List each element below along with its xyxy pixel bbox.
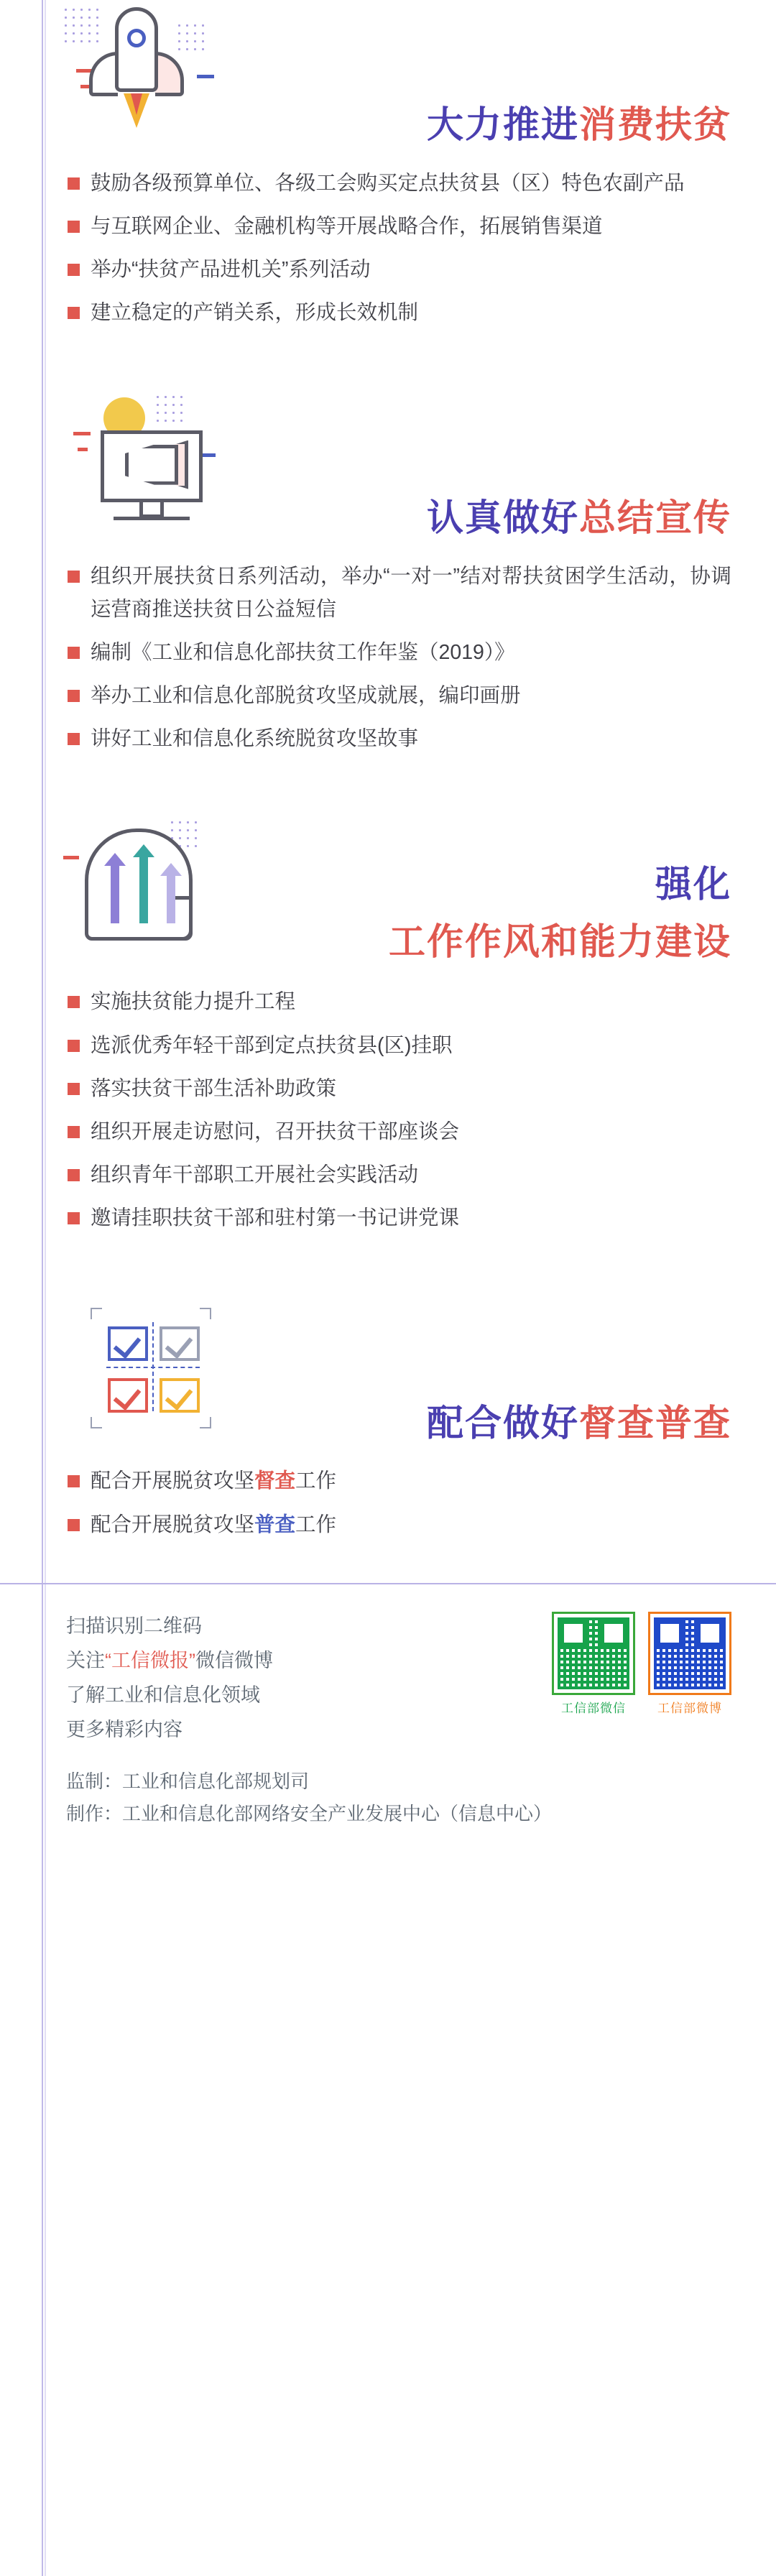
list-item: 组织开展走访慰问，召开扶贫干部座谈会 [66, 1115, 731, 1148]
list-item: 鼓励各级预算单位、各级工会购买定点扶贫县（区）特色农副产品 [66, 167, 731, 200]
dot-grid-decoration [175, 22, 204, 50]
tick-decoration [78, 448, 88, 451]
brand-highlight: “工信微报” [105, 1649, 195, 1671]
section-title [427, 104, 731, 147]
left-rail-line-secondary [45, 0, 46, 2576]
keyword-highlight: 普查 [254, 1513, 296, 1536]
bullet-list [66, 167, 731, 330]
qr-code-group [552, 1609, 731, 1716]
list-item [66, 1464, 731, 1497]
footer [0, 1583, 776, 1851]
arrow-head-purple [104, 853, 126, 866]
list-item-text: 配合开展脱贫攻坚督查工作 [91, 1469, 337, 1493]
section-spacer [0, 1245, 776, 1298]
rocket-fin-left [89, 52, 118, 96]
section-consumption-poverty-alleviation [0, 0, 776, 330]
check-icon [114, 1330, 142, 1359]
arrow-head-teal [133, 844, 154, 857]
credits-block [66, 1765, 731, 1831]
section-spacer [0, 340, 776, 393]
footer-line: 了解工业和信息化领域 [66, 1684, 260, 1706]
list-item: 组织青年干部职工开展社会实践活动 [66, 1158, 731, 1191]
qr-code-image-wechat[interactable] [552, 1612, 635, 1695]
keyword-highlight: 督查 [254, 1469, 296, 1493]
list-item: 落实扶贫干部生活补助政策 [66, 1072, 731, 1105]
section-title-part1: 认真做好 [426, 497, 579, 538]
footer-top-row [66, 1609, 731, 1747]
list-item: 组织开展扶贫日系列活动，举办“一对一”结对帮扶贫困学生活动，协调运营商推送扶贫日公益短信 [66, 560, 731, 626]
section-header [66, 818, 731, 969]
dot-grid-decoration [154, 393, 185, 425]
credit-line-producer: 监制：工业和信息化部规划司 [66, 1770, 310, 1792]
tick-decoration [73, 432, 91, 435]
list-item: 讲好工业和信息化系统脱贫攻坚故事 [66, 722, 731, 755]
list-item [66, 1508, 731, 1541]
section-title-part2: 总结宣传 [578, 497, 731, 538]
corner-decoration [200, 1417, 211, 1428]
rocket-window [127, 29, 146, 47]
checkbox-checked-gray [160, 1326, 200, 1361]
arrow-up-teal [139, 854, 148, 923]
list-item-text: 配合开展脱贫攻坚普查工作 [91, 1513, 337, 1536]
qr-caption-weibo: 工信部微博 [657, 1701, 722, 1715]
section-summary-publicity [0, 393, 776, 756]
qr-pattern [654, 1617, 726, 1689]
qr-code-image-weibo[interactable] [648, 1612, 731, 1695]
qr-card-weibo[interactable] [648, 1612, 731, 1716]
checkbox-grid-icon [59, 1298, 239, 1452]
footer-line: 关注“工信微报”微信微博 [66, 1649, 273, 1671]
section-title-part2: 消费扶贫 [578, 104, 731, 146]
footer-text-block [66, 1609, 273, 1747]
section-work-style-capacity [0, 818, 776, 1234]
corner-decoration [91, 1308, 102, 1319]
rocket-body [115, 7, 158, 92]
section-title-part2: 工作作风和能力建设 [388, 921, 731, 963]
list-item: 选派优秀年轻干部到定点扶贫县(区)挂职 [66, 1029, 731, 1062]
section-title [427, 1403, 731, 1445]
list-item: 与互联网企业、金融机构等开展战略合作，拓展销售渠道 [66, 210, 731, 243]
checkbox-checked-yellow [160, 1378, 200, 1413]
arrow-head-light [160, 863, 182, 876]
list-item: 建立稳定的产销关系，形成长效机制 [66, 296, 731, 329]
footer-line: 更多精彩内容 [66, 1718, 183, 1740]
tick-decoration [63, 856, 79, 859]
list-item: 邀请挂职扶贫干部和驻村第一书记讲党课 [66, 1201, 731, 1234]
checkbox-checked-blue [108, 1326, 148, 1361]
section-header [66, 0, 731, 151]
rocket-icon [59, 0, 239, 154]
arrow-up-light [167, 873, 175, 923]
qr-card-wechat[interactable] [552, 1612, 635, 1716]
credit-line-creator: 制作：工业和信息化部网络安全产业发展中心（信息中心） [66, 1803, 553, 1825]
check-icon [165, 1382, 193, 1411]
section-title [389, 854, 731, 965]
list-item: 编制《工业和信息化部扶贫工作年鉴（2019）》 [66, 636, 731, 669]
monitor-base [114, 517, 190, 520]
section-title-part1: 大力推进 [426, 104, 579, 146]
rocket-fin-right [155, 52, 184, 96]
list-item: 举办工业和信息化部脱贫攻坚成就展，编印画册 [66, 679, 731, 712]
left-rail-line [42, 0, 43, 2576]
head-arrows-icon [59, 818, 239, 973]
monitor-stand [139, 502, 164, 518]
checkbox-checked-red [108, 1378, 148, 1413]
footer-line: 扫描识别二维码 [66, 1615, 202, 1637]
section-header [66, 393, 731, 544]
section-spacer [0, 765, 776, 818]
section-inspection-census [0, 1298, 776, 1541]
dot-grid-decoration [62, 6, 101, 45]
list-item: 实施扶贫能力提升工程 [66, 985, 731, 1018]
arrow-up-purple [111, 863, 119, 923]
section-header [66, 1298, 731, 1449]
bullet-list [66, 1464, 731, 1541]
section-title-part1: 强化 [655, 864, 731, 905]
section-title [427, 497, 731, 540]
tick-decoration [197, 75, 214, 78]
qr-caption-wechat: 工信部微信 [561, 1701, 626, 1715]
dashed-divider-horizontal [106, 1367, 200, 1368]
list-item: 举办“扶贫产品进机关”系列活动 [66, 253, 731, 286]
section-title-part1: 配合做好 [426, 1402, 579, 1444]
section-title-part2: 督查普查 [578, 1402, 731, 1444]
bullet-list [66, 985, 731, 1234]
check-icon [165, 1330, 193, 1359]
check-icon [114, 1382, 142, 1411]
bullet-list [66, 560, 731, 756]
corner-decoration [91, 1417, 102, 1428]
qr-pattern [558, 1617, 629, 1689]
corner-decoration [200, 1308, 211, 1319]
megaphone-monitor-icon [59, 393, 239, 548]
